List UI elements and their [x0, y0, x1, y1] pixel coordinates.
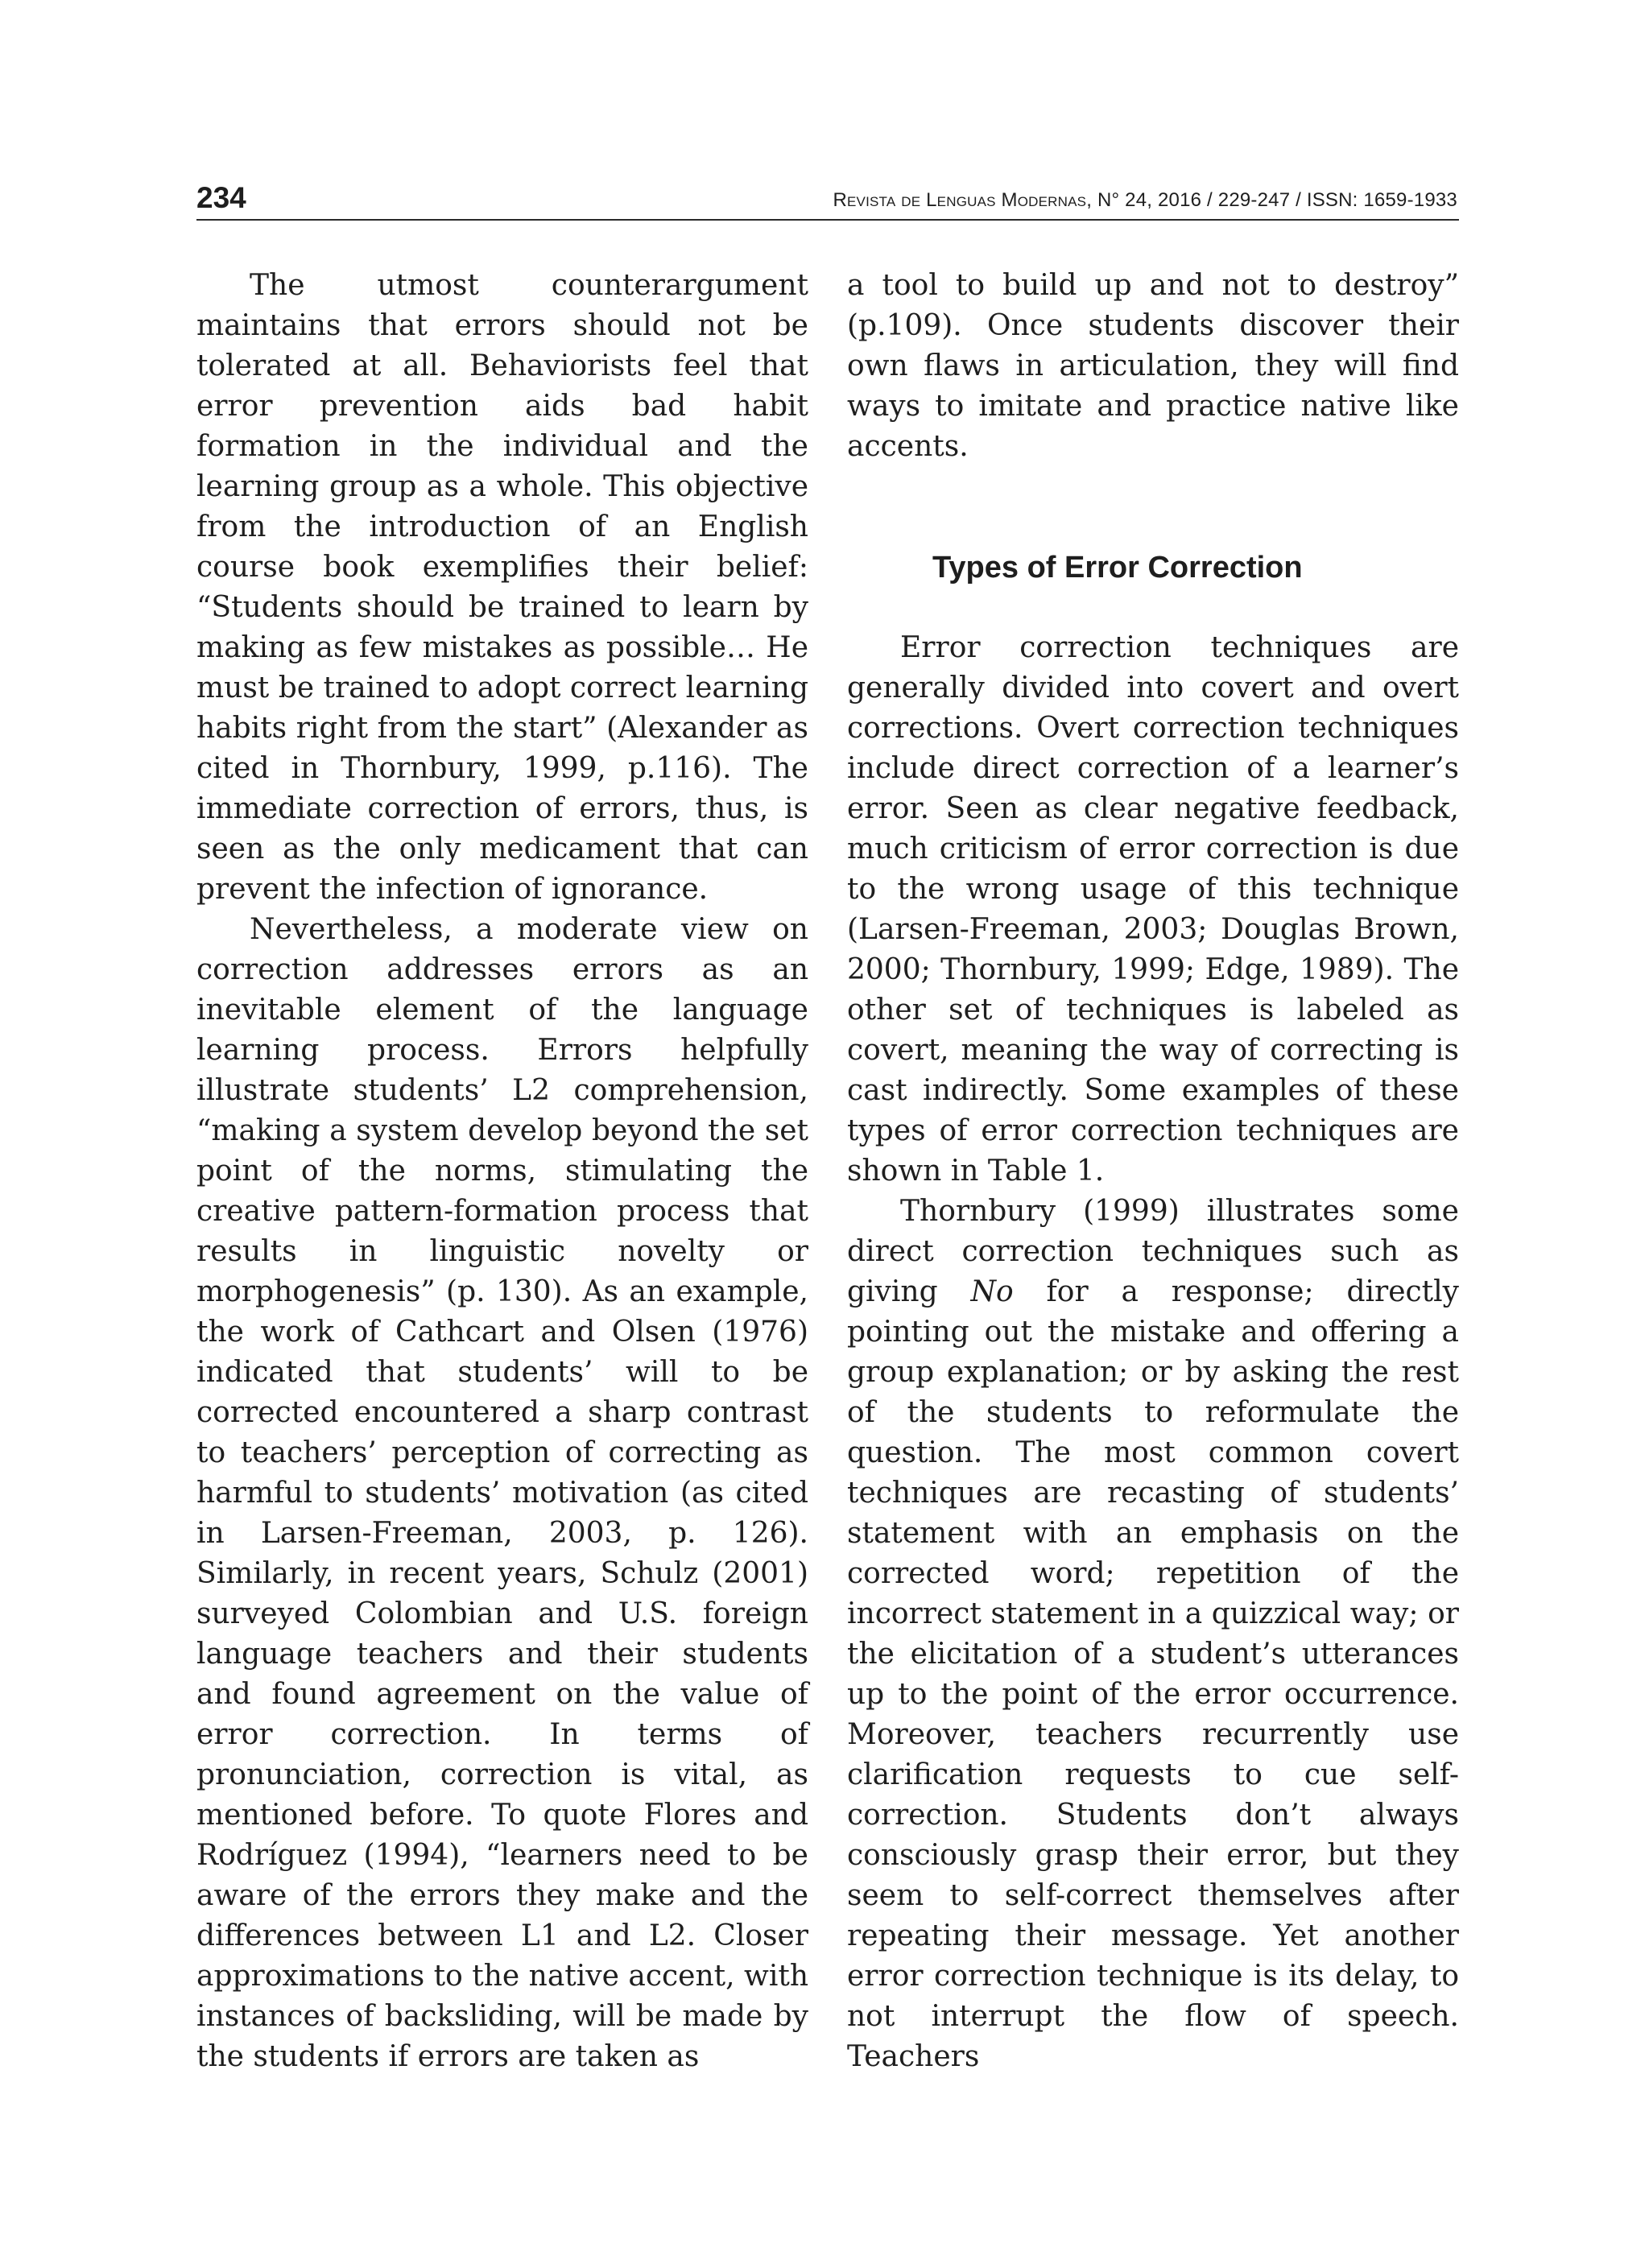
journal-name: Revista de Lenguas Modernas	[833, 189, 1087, 211]
spacer	[847, 588, 1459, 628]
page-number: 234	[196, 181, 246, 214]
spacer	[847, 467, 1459, 547]
left-column	[196, 266, 808, 2077]
paragraph-continuation: a tool to build up and not to destroy” (p.109). Once students discover their own flaws in articulation, they will find ways to imitate and practice native like accents.	[847, 269, 1459, 463]
paragraph-thornbury-techniques	[847, 1192, 1459, 2077]
paragraph-utmost-counterargument: The utmost counterargument maintains that errors should not be tolerated at all. Behaviorists feel that error prevention aids bad habit formation in the individual and the learning group as a whole. This objective from the introduction of an English course book exemplifies their belief: “Students should be trained to learn by making as few mistakes as possible… He must be trained to adopt correct learning habits right from the start” (Alexander as cited in Thornbury, 1999, p.116). The immediate correction of errors, thus, is seen as the only medicament that can prevent the infection of ignorance.	[196, 269, 808, 906]
page-header	[196, 179, 1459, 221]
section-heading: Types of Error Correction	[932, 551, 1303, 585]
paragraph-error-correction-techniques: Error correction techniques are generally divided into covert and overt corrections. Overt correction techniques include direct correction of a learner’s error. Seen as clear negative feedback, much criticism of error correction is due to the wrong usage of this technique (Larsen-Freeman, 2003; Douglas Brown, 2000; Thornbury, 1999; Edge, 1989). The other set of techniques is labeled as covert, meaning the way of correcting is cast indirectly. Some examples of these types of error correction techniques are shown in Table 1.	[847, 631, 1459, 1188]
italic-term: No	[970, 1275, 1014, 1308]
text-segment: Thornbury (1999) illustrates some direct correction techniques such as giving	[847, 1195, 1459, 1308]
right-column	[847, 266, 1459, 2077]
text-segment: for a response; directly pointing out the mistake and offering a group explanation; or by asking the rest of the students to reformulate the question. The most common covert techniques are recasting of students’ statement with an emphasis on the corrected word; repetition of the incorrect statement in a quizzical way; or the elicitation of a student’s utterances up to the point of the error occurrence. Moreover, teachers recurrently use clarification requests to cue self-correction. Students don’t always consciously grasp their error, but they seem to self-correct themselves after repeating their message. Yet another error correction technique is its delay, to not interrupt the flow of speech. Teachers	[847, 1275, 1459, 2073]
paragraph-moderate-view: Nevertheless, a moderate view on correction addresses errors as an inevitable element of the language learning process. Errors helpfully illustrate students’ L2 comprehension, “making a system develop beyond the set point of the norms, stimulating the creative pattern-formation process that results in linguistic novelty or morphogenesis” (p. 130). As an example, the work of Cathcart and Olsen (1976) indicated that students’ will to be corrected encountered a sharp contrast to teachers’ perception of correcting as harmful to students’ motivation (as cited in Larsen-Freeman, 2003, p. 126). Similarly, in recent years, Schulz (2001) surveyed Colombian and U.S. foreign language teachers and their students and found agreement on the value of error correction. In terms of pronunciation, correction is vital, as mentioned before. To quote Flores and Rodríguez (1994), “learners need to be aware of the errors they make and the differences between L1 and L2. Closer approximations to the native accent, with instances of backsliding, will be made by the students if errors are taken as	[196, 913, 808, 2073]
journal-details: , N° 24, 2016 / 229-247 / ISSN: 1659-1933	[1086, 189, 1457, 211]
running-head	[833, 188, 1457, 213]
